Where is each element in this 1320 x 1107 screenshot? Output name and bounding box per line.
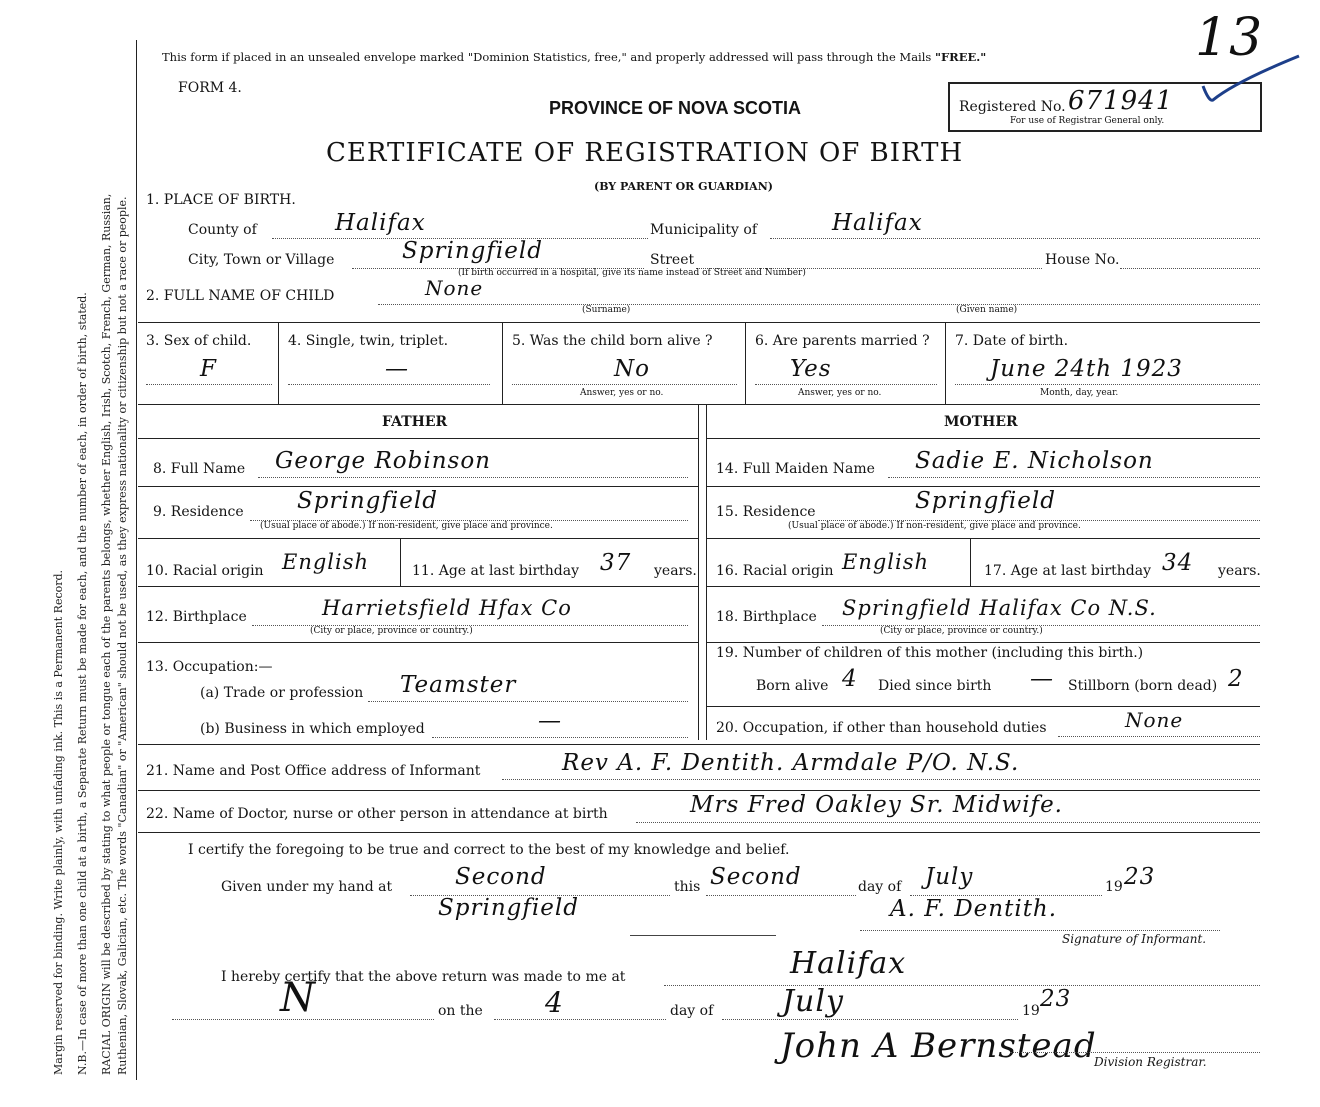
mail-notice-text: This form if placed in an unsealed envelope marked "Dominion Statistics, free," and properly addressed will pass through the Mails xyxy=(162,50,932,64)
informant-signature: A. F. Dentith. xyxy=(890,896,1058,922)
father-name-value: George Robinson xyxy=(275,448,491,474)
given-at-value: Second xyxy=(455,864,547,890)
this-label: this xyxy=(674,879,701,895)
mother-children-label: 19. Number of children of this mother (including this birth.) xyxy=(716,645,1144,661)
surname-note: (Surname) xyxy=(582,305,631,315)
father-birthplace-note: (City or place, province or country.) xyxy=(310,626,473,636)
father-heading: FATHER xyxy=(382,414,448,430)
registered-number-value: 671941 xyxy=(1068,86,1174,116)
father-residence-note: (Usual place of abode.) If non-resident, give place and province. xyxy=(260,521,553,531)
registrar-certification: I hereby certify that the above return was made to me at xyxy=(221,969,626,985)
mother-occupation-value: None xyxy=(1125,708,1184,732)
mother-birthplace-note: (City or place, province or country.) xyxy=(880,626,1043,636)
cert2-year-prefix: 19 xyxy=(1022,1003,1040,1019)
child-name-value: None xyxy=(425,276,484,300)
cert1-year-value: 23 xyxy=(1124,864,1156,890)
sex-value: F xyxy=(200,356,217,382)
father-age-value: 37 xyxy=(600,550,632,576)
child-name-label: 2. FULL NAME OF CHILD xyxy=(146,288,335,304)
father-age-label: 11. Age at last birthday xyxy=(412,563,580,579)
mother-birthplace-label: 18. Birthplace xyxy=(716,609,817,625)
mother-age-years: years. xyxy=(1218,563,1261,579)
this-day-value: Second xyxy=(710,864,802,890)
father-birthplace-value: Harrietsfield Hfax Co xyxy=(322,596,572,620)
given-at-place-value: Springfield xyxy=(438,895,579,921)
registrar-signature: John A Bernstead xyxy=(780,1026,1097,1066)
father-residence-label: 9. Residence xyxy=(153,504,244,520)
side-note-racial-1: RACIAL ORIGIN will be described by stating to what people or tongue each of the parents belongs, whether English, Irish, Scotch, French, German, Russian, xyxy=(100,193,113,1075)
died-since-birth-value: — xyxy=(1030,666,1054,692)
registrar-month-value: July xyxy=(782,984,844,1019)
given-under-label: Given under my hand at xyxy=(221,879,393,895)
stillborn-label: Stillborn (born dead) xyxy=(1068,678,1218,694)
side-note-nb: N.B.—In case of more than one child at a birth, a Separate Return must be made for each, and the number of each, in order of birth, stated. xyxy=(76,292,89,1075)
mother-racial-origin-value: English xyxy=(842,550,930,574)
doctor-value: Mrs Fred Oakley Sr. Midwife. xyxy=(690,792,1063,818)
father-occupation-label: 13. Occupation:— xyxy=(146,659,273,675)
hospital-note: (If birth occurred in a hospital, give its name instead of Street and Number) xyxy=(458,268,806,278)
informant-certification: I certify the foregoing to be true and correct to the best of my knowledge and belief. xyxy=(188,842,790,858)
father-name-label: 8. Full Name xyxy=(153,461,246,477)
father-trade-label: (a) Trade or profession xyxy=(200,685,364,701)
county-value: Halifax xyxy=(335,210,426,236)
side-note-racial-2: Ruthenian, Slovak, Galician, etc. The words "Canadian" or "American" should not be used, as they express nationality or citizenship but not a race or people. xyxy=(116,196,129,1075)
cert1-month-value: July xyxy=(925,864,974,890)
registrar-signature-label: Division Registrar. xyxy=(1094,1055,1207,1069)
mail-notice xyxy=(162,50,986,64)
street-label: Street xyxy=(650,252,695,268)
on-the-label: on the xyxy=(438,1003,483,1019)
plurality-label: 4. Single, twin, triplet. xyxy=(288,333,449,349)
corner-mark: 13 xyxy=(1195,8,1264,68)
cert2-year-value: 23 xyxy=(1040,986,1072,1012)
form-number: FORM 4. xyxy=(178,80,242,96)
sex-label: 3. Sex of child. xyxy=(146,333,252,349)
mother-heading: MOTHER xyxy=(944,414,1018,430)
born-alive-count-value: 4 xyxy=(842,666,858,692)
house-number-label: House No. xyxy=(1045,252,1120,268)
city-label: City, Town or Village xyxy=(188,252,335,268)
dob-note: Month, day, year. xyxy=(1040,388,1119,398)
cert1-year-prefix: 19 xyxy=(1105,879,1123,895)
father-racial-origin-value: English xyxy=(282,550,370,574)
parents-married-label: 6. Are parents married ? xyxy=(755,333,930,349)
check-mark-icon xyxy=(1195,52,1305,112)
doctor-label: 22. Name of Doctor, nurse or other person in attendance at birth xyxy=(146,806,608,822)
informant-value: Rev A. F. Dentith. Armdale P/O. N.S. xyxy=(562,750,1020,776)
died-since-birth-label: Died since birth xyxy=(878,678,992,694)
father-age-years: years. xyxy=(654,563,697,579)
mother-name-value: Sadie E. Nicholson xyxy=(915,448,1154,474)
province-heading: PROVINCE OF NOVA SCOTIA xyxy=(549,98,802,118)
day-of-label-1: day of xyxy=(858,879,902,895)
day-of-label-2: day of xyxy=(670,1003,714,1019)
informant-label: 21. Name and Post Office address of Informant xyxy=(146,763,481,779)
given-name-note: (Given name) xyxy=(956,305,1018,315)
parents-married-value: Yes xyxy=(790,356,832,382)
father-business-label: (b) Business in which employed xyxy=(200,721,425,737)
mother-residence-note: (Usual place of abode.) If non-resident, give place and province. xyxy=(788,521,1081,531)
born-alive-label: 5. Was the child born alive ? xyxy=(512,333,713,349)
date-of-birth-value: June 24th 1923 xyxy=(990,356,1183,382)
born-alive-count-label: Born alive xyxy=(756,678,829,694)
margin-rule xyxy=(136,40,137,1080)
place-heading: 1. PLACE OF BIRTH. xyxy=(146,192,296,208)
father-residence-value: Springfield xyxy=(297,488,438,514)
father-business-value: — xyxy=(538,708,562,734)
municipality-value: Halifax xyxy=(832,210,923,236)
stillborn-value: 2 xyxy=(1228,666,1244,692)
mother-residence-value: Springfield xyxy=(915,488,1056,514)
father-birthplace-label: 12. Birthplace xyxy=(146,609,247,625)
mother-racial-origin-label: 16. Racial origin xyxy=(716,563,834,579)
registrar-day-value: 4 xyxy=(545,986,564,1019)
page-subtitle: (BY PARENT OR GUARDIAN) xyxy=(594,180,773,193)
mother-age-label: 17. Age at last birthday xyxy=(984,563,1152,579)
mother-residence-label: 15. Residence xyxy=(716,504,816,520)
informant-signature-label: Signature of Informant. xyxy=(1062,932,1207,946)
date-of-birth-label: 7. Date of birth. xyxy=(955,333,1069,349)
answer-note-1: Answer, yes or no. xyxy=(580,388,664,398)
mother-occupation-label: 20. Occupation, if other than household duties xyxy=(716,720,1047,736)
answer-note-2: Answer, yes or no. xyxy=(798,388,882,398)
county-label: County of xyxy=(188,222,257,238)
mother-birthplace-value: Springfield Halifax Co N.S. xyxy=(842,596,1157,620)
page-title: CERTIFICATE OF REGISTRATION OF BIRTH xyxy=(326,138,964,168)
plurality-value: — xyxy=(385,356,409,382)
mother-name-label: 14. Full Maiden Name xyxy=(716,461,875,477)
municipality-label: Municipality of xyxy=(650,222,758,238)
father-trade-value: Teamster xyxy=(400,672,517,698)
registered-number-label: Registered No. xyxy=(959,99,1066,115)
father-racial-origin-label: 10. Racial origin xyxy=(146,563,264,579)
mail-notice-free: "FREE." xyxy=(934,50,987,64)
registrar-place-value: Halifax xyxy=(790,946,907,981)
registered-number-note: For use of Registrar General only. xyxy=(1010,116,1165,126)
city-value: Springfield xyxy=(402,238,543,264)
side-note-margin: Margin reserved for binding. Write plainly, with unfading ink. This is a Permanent Record. xyxy=(52,569,65,1075)
born-alive-value: No xyxy=(614,356,650,382)
mother-age-value: 34 xyxy=(1162,550,1194,576)
registrar-mark: N xyxy=(280,975,316,1021)
